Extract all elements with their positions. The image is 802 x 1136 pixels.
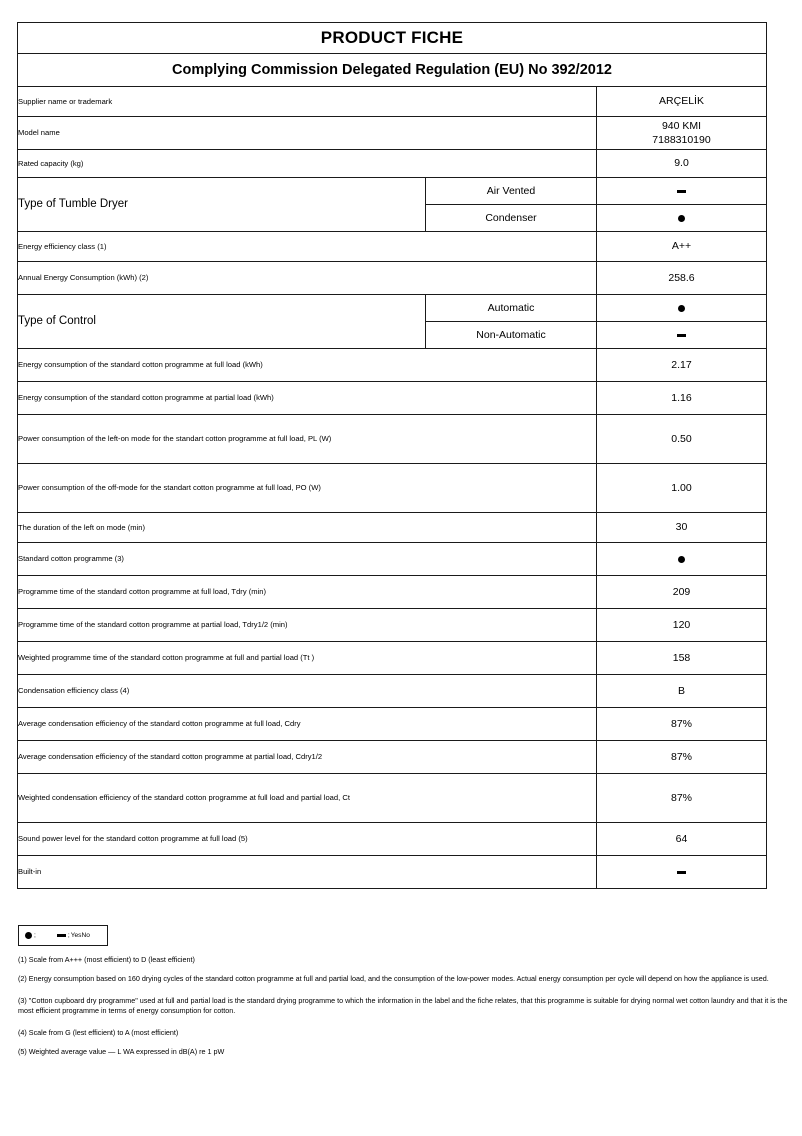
table-row-energy-partial-load: [18, 382, 767, 415]
table-row-standard-cotton: [18, 543, 767, 576]
duration-left-on-label: The duration of the left on mode (min): [18, 513, 597, 543]
table-row-time-full-load: [18, 576, 767, 609]
table-row-power-off-mode: [18, 464, 767, 513]
model-label: Model name: [18, 117, 597, 150]
control-option-automatic-value: [597, 295, 767, 322]
time-weighted-value: 158: [597, 642, 767, 675]
table-row-capacity: [18, 150, 767, 178]
table-row-annual-energy: [18, 262, 767, 295]
control-option-non-automatic-value: [597, 322, 767, 349]
sound-power-value: 64: [597, 823, 767, 856]
page-title: PRODUCT FICHE: [18, 23, 767, 54]
annual-energy-value: 258.6: [597, 262, 767, 295]
legend-text: YesNo: [70, 932, 90, 939]
table-row-time-partial-load: [18, 609, 767, 642]
model-value: [597, 117, 767, 150]
table-row-condensation-class: [18, 675, 767, 708]
model-value-line1: 940 KMI: [661, 119, 702, 132]
model-value-line2: 7188310190: [652, 134, 711, 146]
energy-full-load-value: 2.17: [597, 349, 767, 382]
no-dash-icon: [677, 190, 686, 193]
regulation-subtitle: Complying Commission Delegated Regulation (EU) No 392/2012: [18, 54, 767, 87]
energy-full-load-label: Energy consumption of the standard cotton programme at full load (kWh): [18, 349, 597, 382]
power-off-mode-label: Power consumption of the off-mode for the standart cotton programme at full load, PO (W): [18, 464, 597, 513]
supplier-label: Supplier name or trademark: [18, 87, 597, 117]
condensation-partial-load-value: 87%: [597, 741, 767, 774]
table-row-condensation-full-load: [18, 708, 767, 741]
legend-yes-group: [19, 932, 37, 939]
legend-no-group: [37, 932, 90, 939]
table-row-duration-left-on: [18, 513, 767, 543]
control-option-automatic-label: Automatic: [426, 295, 597, 322]
power-off-mode-value: 1.00: [597, 464, 767, 513]
built-in-value: [597, 856, 767, 889]
table-row-energy-class: [18, 232, 767, 262]
table-row-energy-full-load: [18, 349, 767, 382]
condensation-partial-load-label: Average condensation efficiency of the standard cotton programme at partial load, Cdry1/2: [18, 741, 597, 774]
energy-partial-load-label: Energy consumption of the standard cotton programme at partial load (kWh): [18, 382, 597, 415]
power-left-on-label: Power consumption of the left-on mode for the standart cotton programme at full load, PL (W): [18, 415, 597, 464]
yes-dot-icon: [678, 215, 685, 222]
control-option-non-automatic-label: Non-Automatic: [426, 322, 597, 349]
sound-power-label: Sound power level for the standard cotton programme at full load (5): [18, 823, 597, 856]
energy-class-value: A++: [597, 232, 767, 262]
dryer-type-option-air-vented-value: [597, 178, 767, 205]
condensation-class-value: B: [597, 675, 767, 708]
legend-no-separator: ;: [67, 932, 70, 939]
yes-dot-icon: [25, 932, 32, 939]
power-left-on-value: 0.50: [597, 415, 767, 464]
standard-cotton-label: Standard cotton programme (3): [18, 543, 597, 576]
table-row-power-left-on: [18, 415, 767, 464]
standard-cotton-value: [597, 543, 767, 576]
capacity-value: 9.0: [597, 150, 767, 178]
table-row-title: [18, 23, 767, 54]
time-partial-load-value: 120: [597, 609, 767, 642]
time-weighted-label: Weighted programme time of the standard cotton programme at full and partial load (Tt ): [18, 642, 597, 675]
no-dash-icon: [677, 871, 686, 874]
legend-box: [18, 925, 108, 946]
condensation-weighted-label: Weighted condensation efficiency of the standard cotton programme at full load and partial load, Ct: [18, 774, 597, 823]
footnote-4: (4) Scale from G (lest efficient) to A (most efficient): [18, 1027, 179, 1037]
energy-partial-load-value: 1.16: [597, 382, 767, 415]
annual-energy-label: Annual Energy Consumption (kWh) (2): [18, 262, 597, 295]
table-row-model: [18, 117, 767, 150]
duration-left-on-value: 30: [597, 513, 767, 543]
table-row-control-automatic: [18, 295, 767, 322]
product-fiche-table: [17, 22, 767, 889]
table-row-condensation-weighted: [18, 774, 767, 823]
control-type-label: Type of Control: [18, 295, 426, 349]
table-row-built-in: [18, 856, 767, 889]
table-row-subtitle: [18, 54, 767, 87]
yes-dot-icon: [678, 556, 685, 563]
condensation-class-label: Condensation efficiency class (4): [18, 675, 597, 708]
time-partial-load-label: Programme time of the standard cotton programme at partial load, Tdry1/2 (min): [18, 609, 597, 642]
no-dash-icon: [57, 934, 66, 937]
condensation-full-load-label: Average condensation efficiency of the standard cotton programme at full load, Cdry: [18, 708, 597, 741]
dryer-type-option-condenser-label: Condenser: [426, 205, 597, 232]
table-row-sound-power: [18, 823, 767, 856]
table-row-time-weighted: [18, 642, 767, 675]
dryer-type-option-air-vented-label: Air Vented: [426, 178, 597, 205]
footnote-3: (3) "Cotton cupboard dry programme" used at full and partial load is the standard drying programme to which the information in the label and the fiche relates, that this programme is suitable for drying normal wet cotton laundry and that it is the most efficient programme in terms of energy consumption for cotton.: [18, 995, 788, 1016]
table-row-supplier: [18, 87, 767, 117]
dryer-type-option-condenser-value: [597, 205, 767, 232]
table-row-condensation-partial-load: [18, 741, 767, 774]
time-full-load-label: Programme time of the standard cotton programme at full load, Tdry (min): [18, 576, 597, 609]
time-full-load-value: 209: [597, 576, 767, 609]
table-row-dryer-type-air-vented: [18, 178, 767, 205]
capacity-label: Rated capacity (kg): [18, 150, 597, 178]
yes-dot-icon: [678, 305, 685, 312]
energy-class-label: Energy efficiency class (1): [18, 232, 597, 262]
footnote-1: (1) Scale from A+++ (most efficient) to D (least efficient): [18, 955, 195, 964]
supplier-value: ARÇELİK: [597, 87, 767, 117]
footnote-5: (5) Weighted average value — L WA expressed in dB(A) re 1 pW: [18, 1047, 225, 1057]
footnotes-section: [18, 955, 790, 1058]
no-dash-icon: [677, 334, 686, 337]
condensation-full-load-value: 87%: [597, 708, 767, 741]
built-in-label: Built-in: [18, 856, 597, 889]
condensation-weighted-value: 87%: [597, 774, 767, 823]
dryer-type-label: Type of Tumble Dryer: [18, 178, 426, 232]
footnote-2: (2) Energy consumption based on 160 drying cycles of the standard cotton programme at full and partial load, and the consumption of the low-power modes. Actual energy consumption per cycle will depend on how the appliance is used.: [18, 974, 769, 984]
legend-yes-separator: ;: [34, 932, 36, 939]
